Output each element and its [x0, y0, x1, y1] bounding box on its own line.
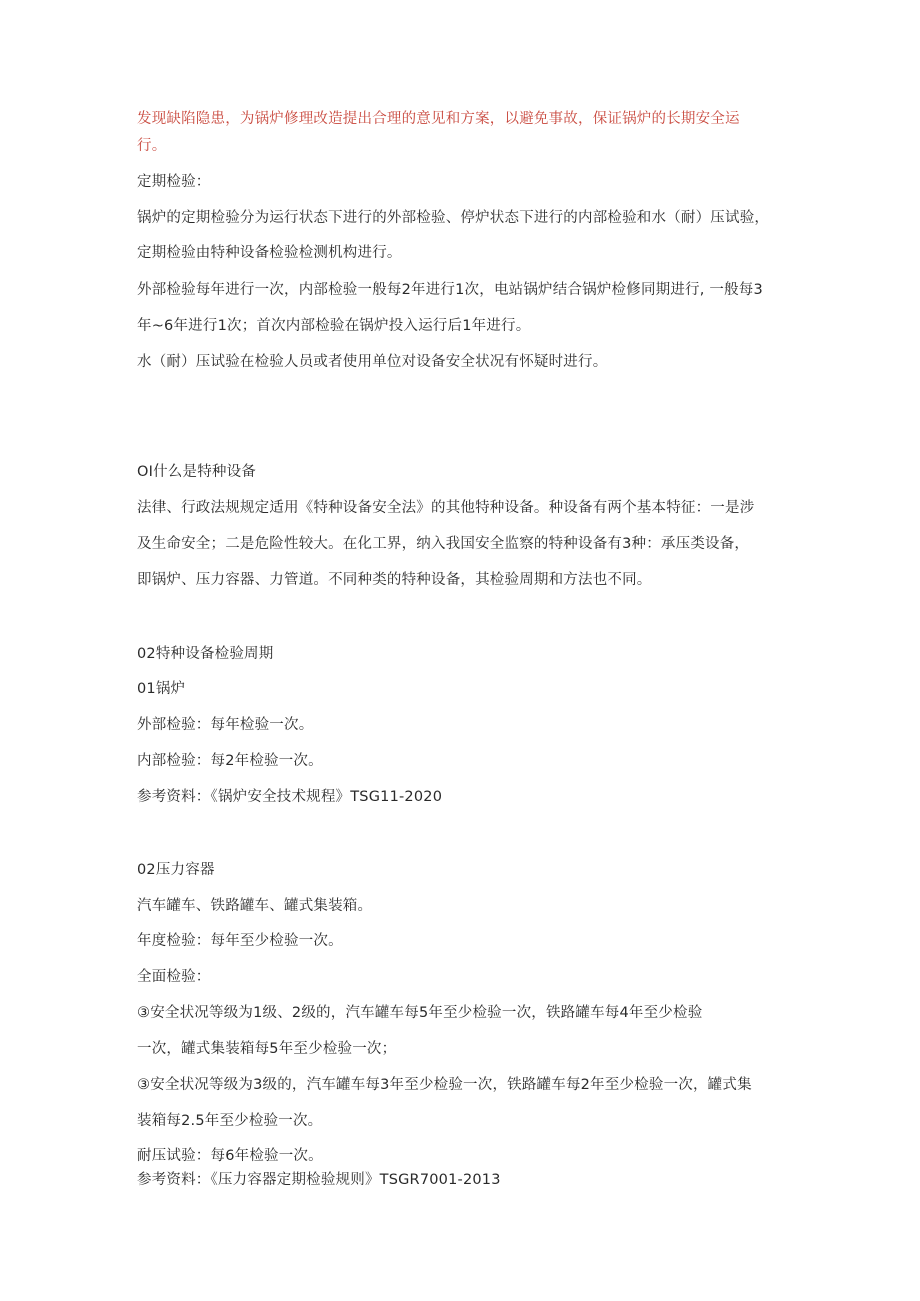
periodic-inspection-heading: 定期检验：	[137, 174, 211, 190]
paragraph-line: 水（耐）压试验在检验人员或者使用单位对设备安全状况有怀疑时进行。	[137, 354, 608, 370]
list-line: 装箱每2.5年至少检验一次。	[137, 1113, 323, 1129]
section-heading-special-equipment: OI什么是特种设备	[137, 464, 256, 480]
list-line: 内部检验：每2年检验一次。	[137, 753, 323, 769]
list-line: 一次，罐式集装箱每5年至少检验一次；	[137, 1041, 397, 1057]
subheading-boiler: 01锅炉	[137, 681, 186, 697]
paragraph-line: 即锅炉、压力容器、力管道。不同种类的特种设备，其检验周期和方法也不同。	[137, 572, 652, 588]
list-line: 汽车罐车、铁路罐车、罐式集装箱。	[137, 898, 373, 914]
paragraph-line: 年~6年进行1次；首次内部检验在锅炉投入运行后1年进行。	[137, 318, 531, 334]
paragraph-line: 外部检验每年进行一次，内部检验一般每2年进行1次，电站锅炉结合锅炉检修同期进行, 一般每3	[137, 282, 763, 298]
reference-line: 参考资料：《锅炉安全技术规程》TSG11-2020	[137, 789, 443, 805]
intro-text-line-2: 行。	[137, 138, 167, 154]
paragraph-line: 定期检验由特种设备检验检测机构进行。	[137, 245, 402, 261]
list-line: 年度检验：每年至少检验一次。	[137, 933, 343, 949]
paragraph-line: 法律、行政法规规定适用《特种设备安全法》的其他特种设备。种设备有两个基本特征：一是涉	[137, 500, 755, 516]
reference-line: 参考资料：《压力容器定期检验规则》TSGR7001-2013	[137, 1172, 501, 1188]
list-line: 全面检验：	[137, 969, 211, 985]
list-line: 耐压试验：每6年检验一次。	[137, 1148, 323, 1164]
list-line: 外部检验：每年检验一次。	[137, 717, 314, 733]
list-line: ③安全状况等级为3级的，汽车罐车每3年至少检验一次，铁路罐车每2年至少检验一次，罐式集	[137, 1077, 752, 1093]
intro-text-line-1: 发现缺陷隐患，为锅炉修理改造提出合理的意见和方案，以避免事故，保证锅炉的长期安全运	[137, 111, 740, 127]
paragraph-line: 锅炉的定期检验分为运行状态下进行的外部检验、停炉状态下进行的内部检验和水（耐）压试验，	[137, 210, 770, 226]
subheading-pressure-vessel: 02压力容器	[137, 862, 215, 878]
list-line: ③安全状况等级为1级、2级的，汽车罐车每5年至少检验一次，铁路罐车每4年至少检验	[137, 1005, 703, 1021]
section-heading-inspection-cycle: 02特种设备检验周期	[137, 646, 274, 662]
paragraph-line: 及生命安全；二是危险性较大。在化工界，纳入我国安全监察的特种设备有3种：承压类设备，	[137, 536, 750, 552]
